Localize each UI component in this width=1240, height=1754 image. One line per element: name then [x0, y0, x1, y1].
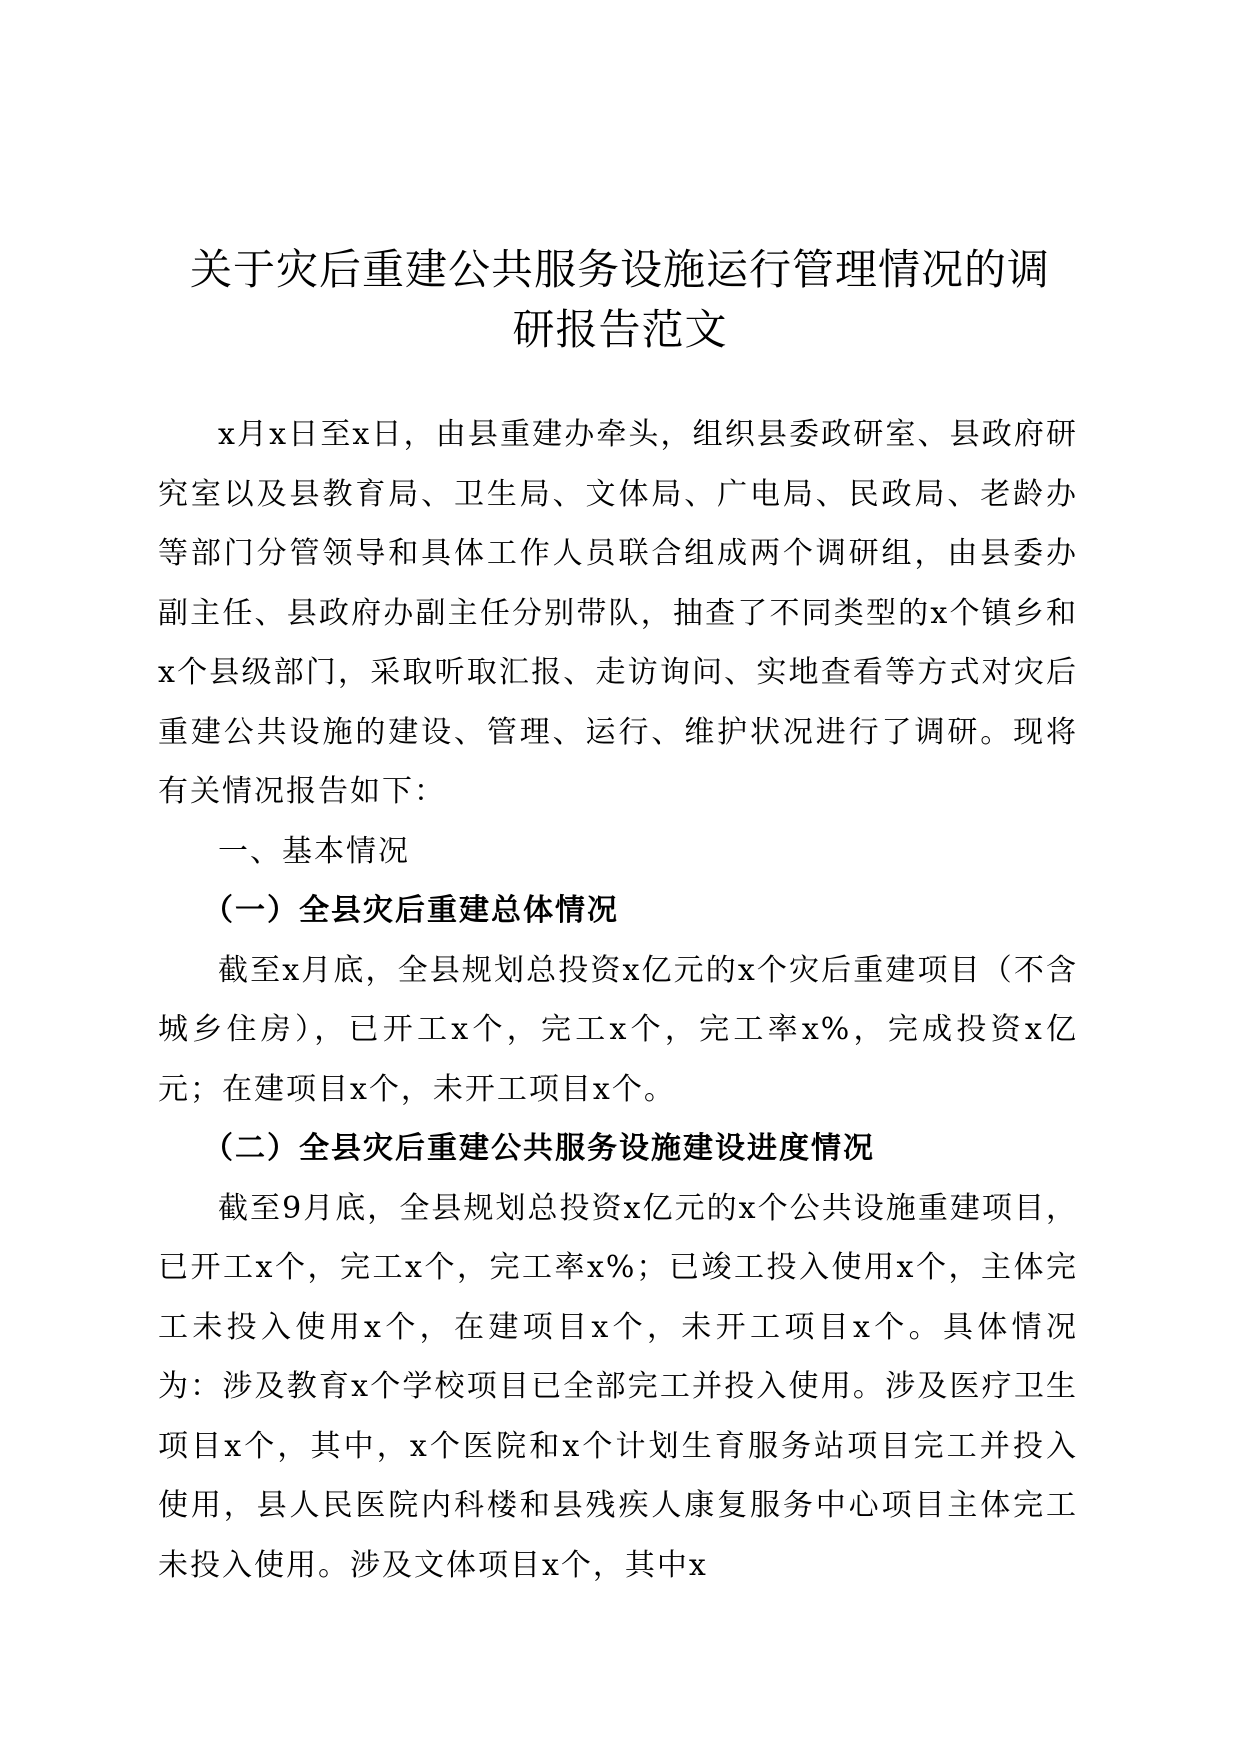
document-body — [158, 405, 1078, 1595]
subsection-heading-1: （一）全县灾后重建总体情况 — [203, 893, 619, 928]
subsection-2-paragraph: 截至9月底，全县规划总投资x亿元的x个公共设施重建项目，已开工x个，完工x个，完工率x%；已竣工投入使用x个，主体完工未投入使用x个，在建项目x个，未开工项目x个。具体情况为：涉及教育x个学校项目已全部完工并投入使用。涉及医疗卫生项目x个，其中，x个医院和x个计划生育服务站项目完工并投入使用，县人民医院内科楼和县残疾人康复服务中心项目主体完工未投入使用。涉及文体项目x个，其中x — [158, 1190, 1078, 1583]
subsection-1-paragraph: 截至x月底，全县规划总投资x亿元的x个灾后重建项目（不含城乡住房），已开工x个，完工x个，完工率x%，完成投资x亿元；在建项目x个，未开工项目x个。 — [158, 952, 1078, 1107]
section-heading-basic: 一、基本情况 — [218, 833, 410, 869]
title-line-2: 研报告范文 — [512, 305, 728, 354]
subsection-heading-2: （二）全县灾后重建公共服务设施建设进度情况 — [203, 1131, 875, 1166]
document-title — [150, 240, 1090, 360]
title-line-1: 关于灾后重建公共服务设施运行管理情况的调 — [189, 245, 1050, 294]
intro-paragraph: x月x日至x日，由县重建办牵头，组织县委政研室、县政府研究室以及县教育局、卫生局、文体局、广电局、民政局、老龄办等部门分管领导和具体工作人员联合组成两个调研组，由县委办副主任、县政府办副主任分别带队，抽查了不同类型的x个镇乡和x个县级部门，采取听取汇报、走访询问、实地查看等方式对灾后重建公共设施的建设、管理、运行、维护状况进行了调研。现将有关情况报告如下： — [158, 417, 1078, 809]
